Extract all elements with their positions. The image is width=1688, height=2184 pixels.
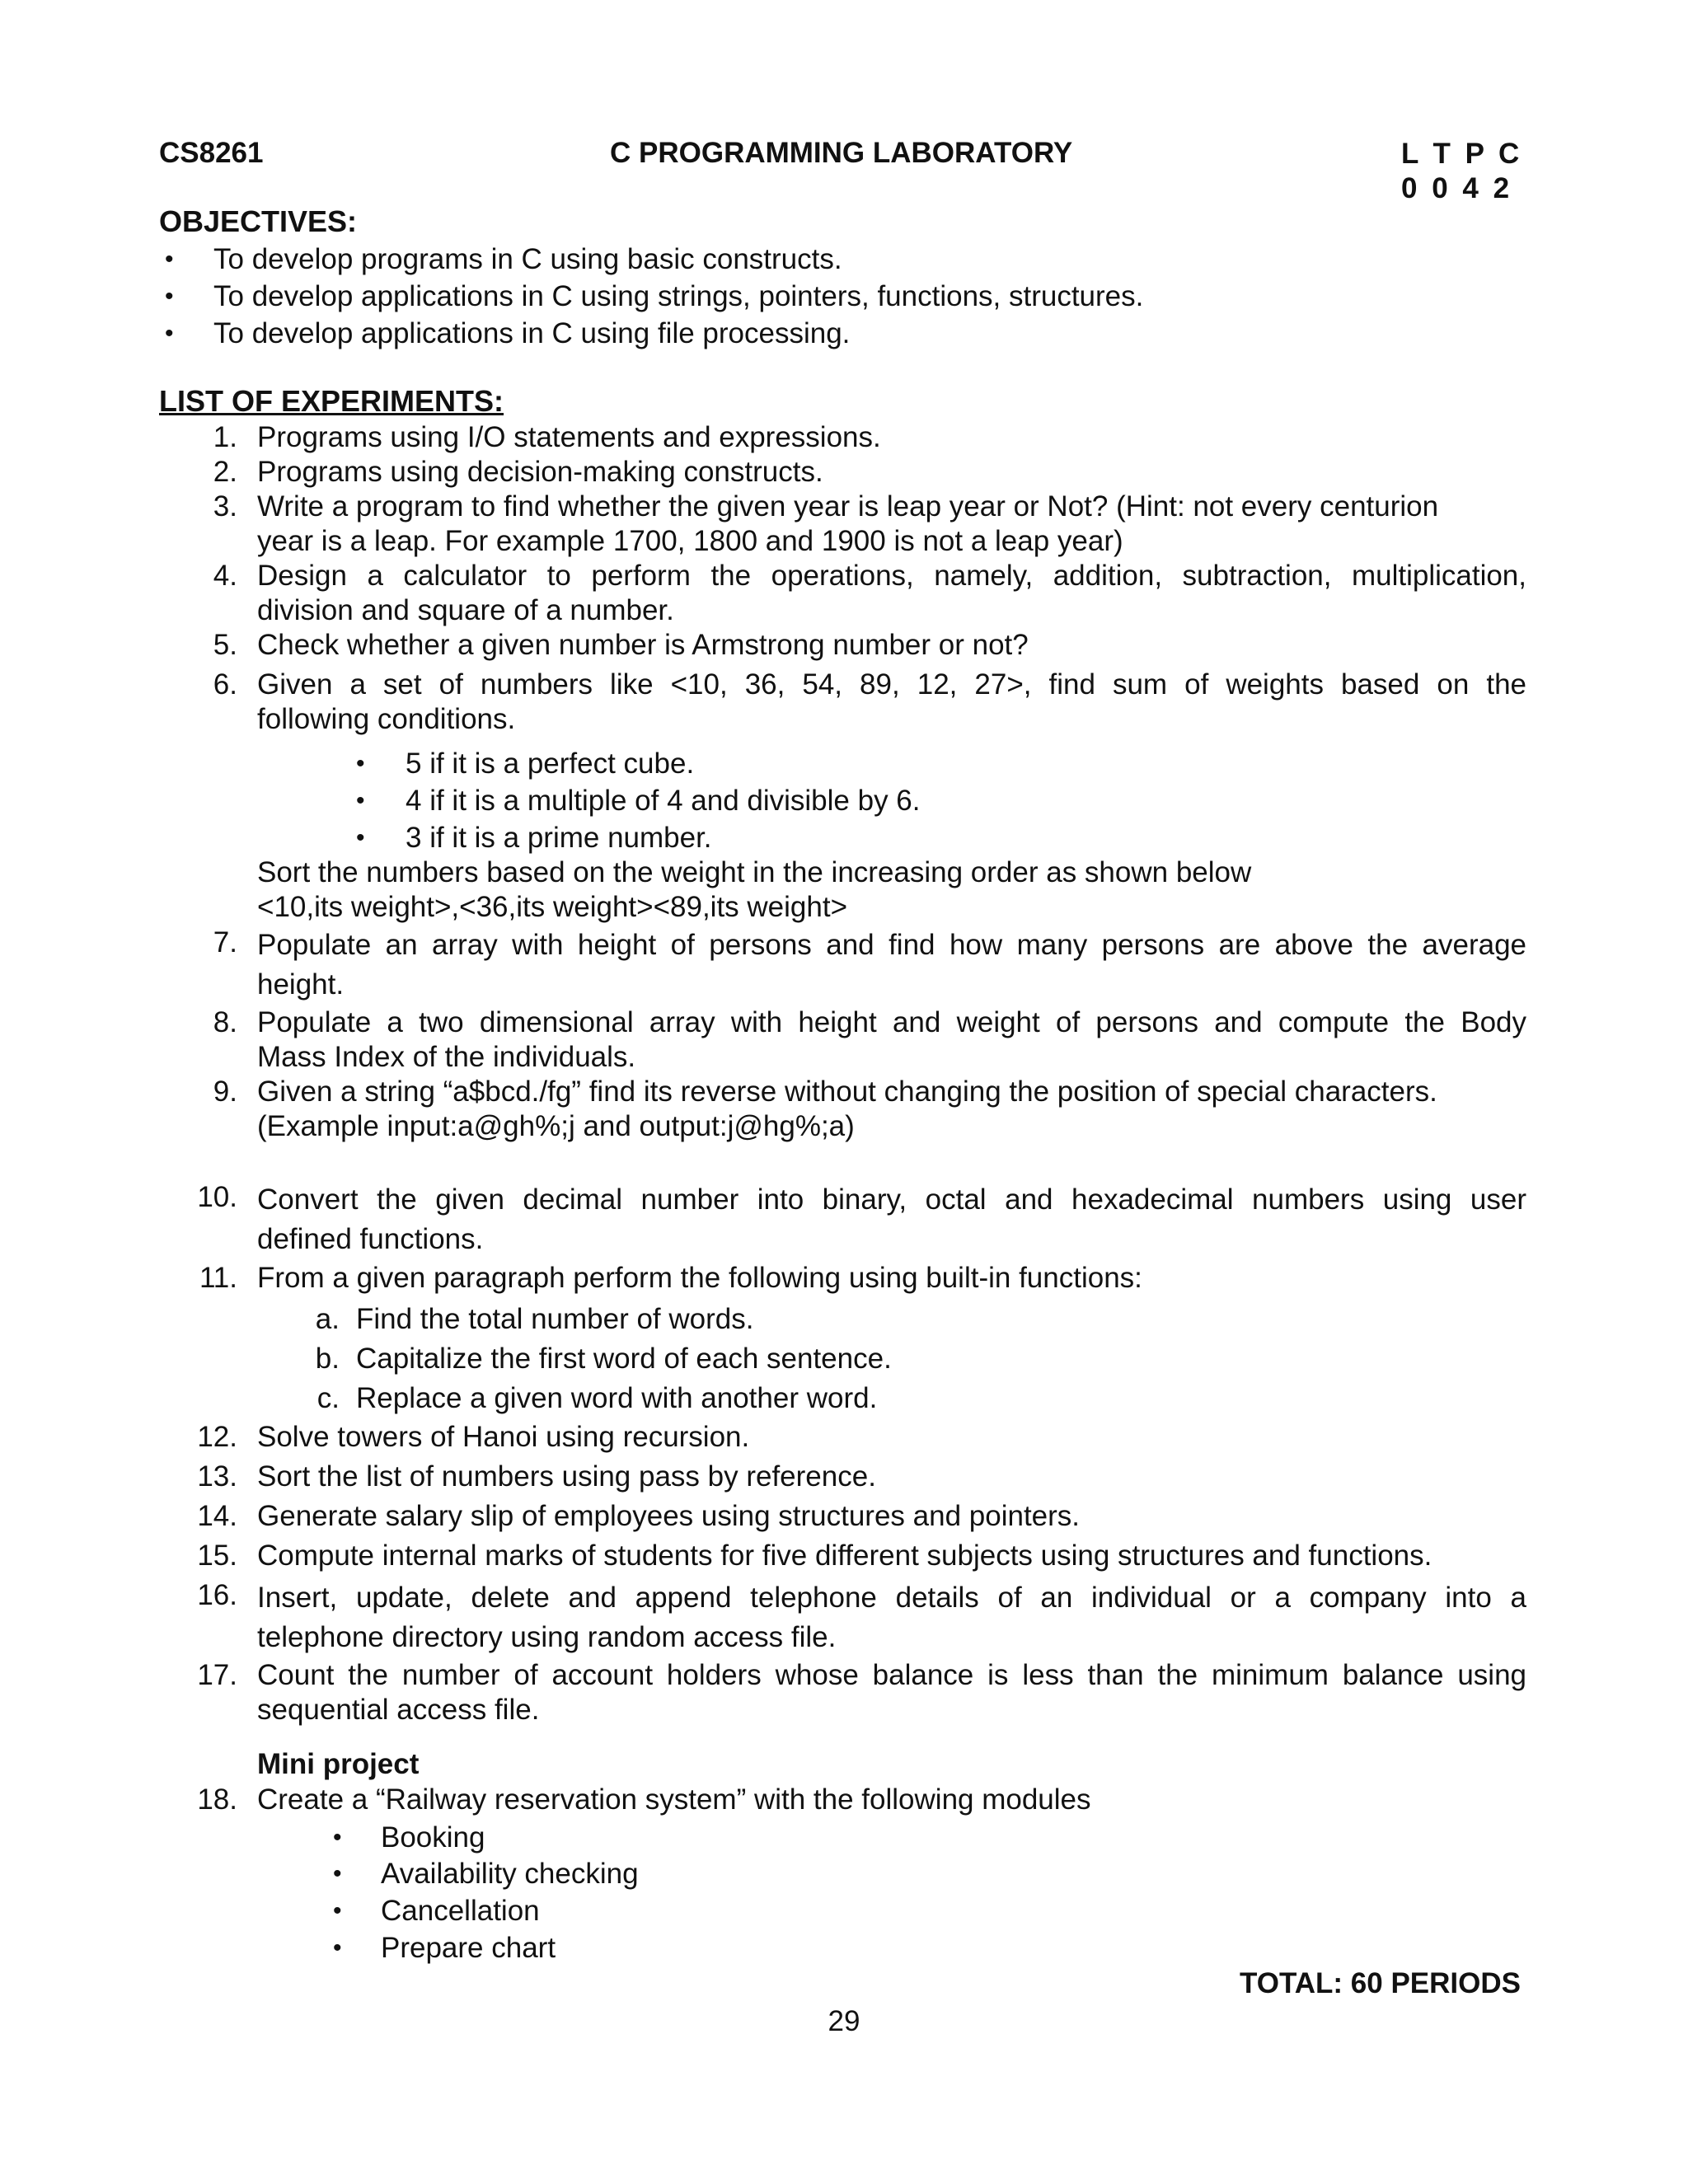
course-code: CS8261 — [159, 137, 264, 169]
bullet-icon: • — [165, 320, 174, 347]
ltpc-label: L T P C — [1401, 138, 1523, 170]
bullet-icon: • — [356, 750, 365, 777]
ltpc-block — [1401, 137, 1522, 206]
sort-example: <10,its weight>,<36,its weight><89,its weight> — [257, 891, 848, 923]
sort-instruction: Sort the numbers based on the weight in the increasing order as shown below — [257, 856, 1252, 888]
course-title: C PROGRAMMING LABORATORY — [610, 137, 1073, 169]
bullet-icon: • — [165, 283, 174, 310]
bullet-icon: • — [333, 1934, 342, 1961]
bullet-icon: • — [333, 1860, 342, 1887]
bullet-icon: • — [356, 787, 365, 814]
mini-project-heading: Mini project — [257, 1748, 420, 1780]
syllabus-page: CS8261 C PROGRAMMING LABORATORY L T P C 0 0 4 2 OBJECTIVES: • To develop programs in C using basic constructs. • To develop applications in C using strings, pointers, functions, structures. • To develop applications in C using file processing. LIST OF EXPERIMENTS: 1. Programs using I/O statements and expressions. 2. Programs using decision-making constructs. 3. Write a program to find whether the given year is leap year or Not? (Hint: not every centurion year is a leap. For example 1700, 1800 and 1900 is not a leap year) 4. Design a calculator to perform the operations, namely, addition, subtraction, multiplication, division and square of a number. 5. Check whether a given number is Armstrong number or not? 6. Given a set of numbers like <10, 36, 54, 89, 12, 27>, find sum of weights based on the following conditions. • 5 if it is a perfect cube. • 4 if it is a multiple of 4 and divisible by 6. • 3 if it is a prime number. Sort the numbers based on the weight in the increasing order as shown below <10,its weight>,<36,its weight><89,its weight> 7. Populate an array with height of persons and find how many persons are above the average height. 8. Populate a two dimensional array with height and weight of persons and compute the Body Mass Index of the individuals. 9. Given a string “a$bcd./fg” find its reverse without changing the position of special characters. (Example input:a@gh%;j and output:j@hg%;a) 10. Convert the given decimal number into binary, octal and hexadecimal numbers using user defined functions. 11. From a given paragraph perform the following using built-in functions: a. Find the total number of words. b. Capitalize the first word of each sentence. c. Replace a given word with another word. 12. Solve towers of Hanoi using recursion. 13. Sort the list of numbers using pass by reference. 14. Generate salary slip of employees using structures and pointers. 15. Compute internal marks of students for five different subjects using structures and functions. 16. Insert, update, delete and append telephone details of an individual or a company into a telephone directory using random access file. 17. Count the number of account holders whose balance is less than the minimum balance using sequential access file. Mini project 18. Create a “Railway reservation system” with the following modules • Booking • Availability checking • Cancellation • Prepare chart TOTAL: 60 PERIODS 29 — [0, 0, 1688, 2184]
total-periods: TOTAL: 60 PERIODS — [1240, 1967, 1521, 1999]
bullet-icon: • — [165, 246, 174, 273]
bullet-icon: • — [356, 824, 365, 851]
experiments-heading: LIST OF EXPERIMENTS: — [159, 384, 504, 418]
objectives-heading: OBJECTIVES: — [159, 204, 358, 238]
ltpc-values: 0 0 4 2 — [1401, 172, 1513, 204]
page-number: 29 — [828, 2005, 860, 2037]
bullet-icon: • — [333, 1824, 342, 1851]
bullet-icon: • — [333, 1897, 342, 1924]
